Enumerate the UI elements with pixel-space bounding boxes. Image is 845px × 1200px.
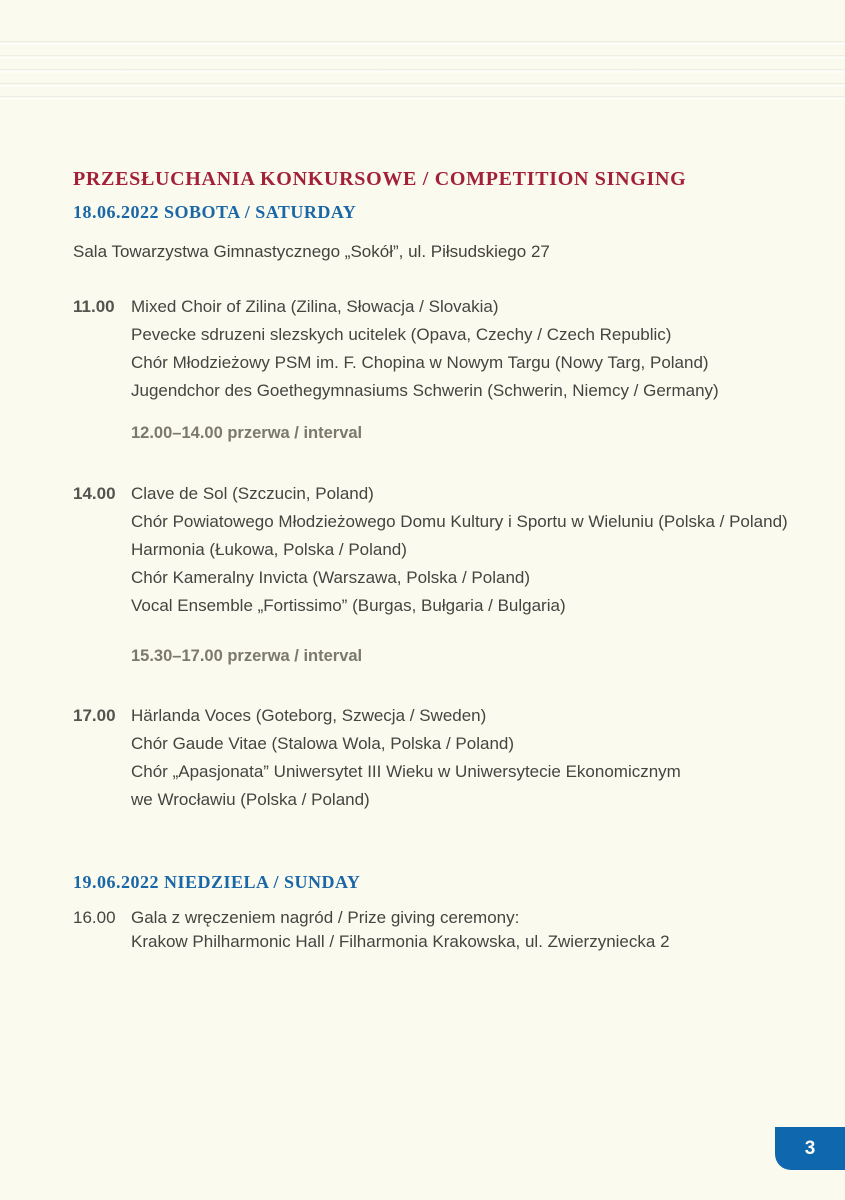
sunday-heading: 19.06.2022 NIEDZIELA / SUNDAY [73, 872, 361, 892]
schedule-slot-1400 [73, 480, 788, 620]
performer-line: Chór Powiatowego Młodzieżowego Domu Kultury i Sportu w Wieluniu (Polska / Poland) [131, 512, 788, 531]
page-number-box [775, 1127, 845, 1170]
time-label: 17.00 [73, 706, 116, 725]
event-line: Gala z wręczeniem nagród / Prize giving ceremony: [131, 908, 520, 927]
time-label: 14.00 [73, 484, 116, 503]
performer-line: Mixed Choir of Zilina (Zilina, Słowacja / Slovakia) [131, 297, 499, 316]
performer-line: Vocal Ensemble „Fortissimo” (Burgas, Bułgaria / Bulgaria) [131, 596, 566, 615]
staff-line [0, 41, 845, 45]
performer-line: Chór Kameralny Invicta (Warszawa, Polska / Poland) [131, 568, 531, 587]
saturday-heading: 18.06.2022 SOBOTA / SATURDAY [73, 202, 357, 222]
page-title: PRZESŁUCHANIA KONKURSOWE / COMPETITION SINGING [73, 168, 687, 190]
performer-line: Härlanda Voces (Goteborg, Szwecja / Sweden) [131, 706, 487, 725]
performer-line: Pevecke sdruzeni slezskych ucitelek (Opava, Czechy / Czech Republic) [131, 325, 672, 344]
performer-line: Jugendchor des Goethegymnasiums Schwerin (Schwerin, Niemcy / Germany) [131, 381, 719, 400]
venue-line: Sala Towarzystwa Gimnastycznego „Sokół”, ul. Piłsudskiego 27 [73, 242, 550, 261]
event-line: Krakow Philharmonic Hall / Filharmonia Krakowska, ul. Zwierzyniecka 2 [131, 932, 670, 951]
time-label: 16.00 [73, 908, 116, 927]
performer-line: Chór „Apasjonata” Uniwersytet III Wieku w Uniwersytecie Ekonomicznym [131, 762, 681, 781]
interval-note-1: 12.00–14.00 przerwa / interval [131, 424, 363, 442]
interval-note-2: 15.30–17.00 przerwa / interval [131, 647, 363, 665]
staff-line [0, 96, 845, 100]
page-number: 3 [804, 1137, 816, 1159]
performer-line: Harmonia (Łukowa, Polska / Poland) [131, 540, 407, 559]
schedule-slot-1700 [73, 702, 681, 814]
performer-line: Chór Gaude Vitae (Stalowa Wola, Polska / Poland) [131, 734, 515, 753]
performer-line: Chór Młodzieżowy PSM im. F. Chopina w Nowym Targu (Nowy Targ, Poland) [131, 353, 709, 372]
performer-list [131, 293, 719, 405]
performer-list [131, 480, 788, 620]
staff-line [0, 55, 845, 59]
performer-line: Clave de Sol (Szczucin, Poland) [131, 484, 374, 503]
performer-list [131, 906, 670, 954]
schedule-slot-1100 [73, 293, 719, 405]
schedule-slot-1600 [73, 906, 670, 954]
staff-line [0, 83, 845, 87]
staff-line [0, 69, 845, 73]
performer-line: we Wrocławiu (Polska / Poland) [131, 790, 370, 809]
time-label: 11.00 [73, 297, 115, 316]
performer-list [131, 702, 681, 814]
